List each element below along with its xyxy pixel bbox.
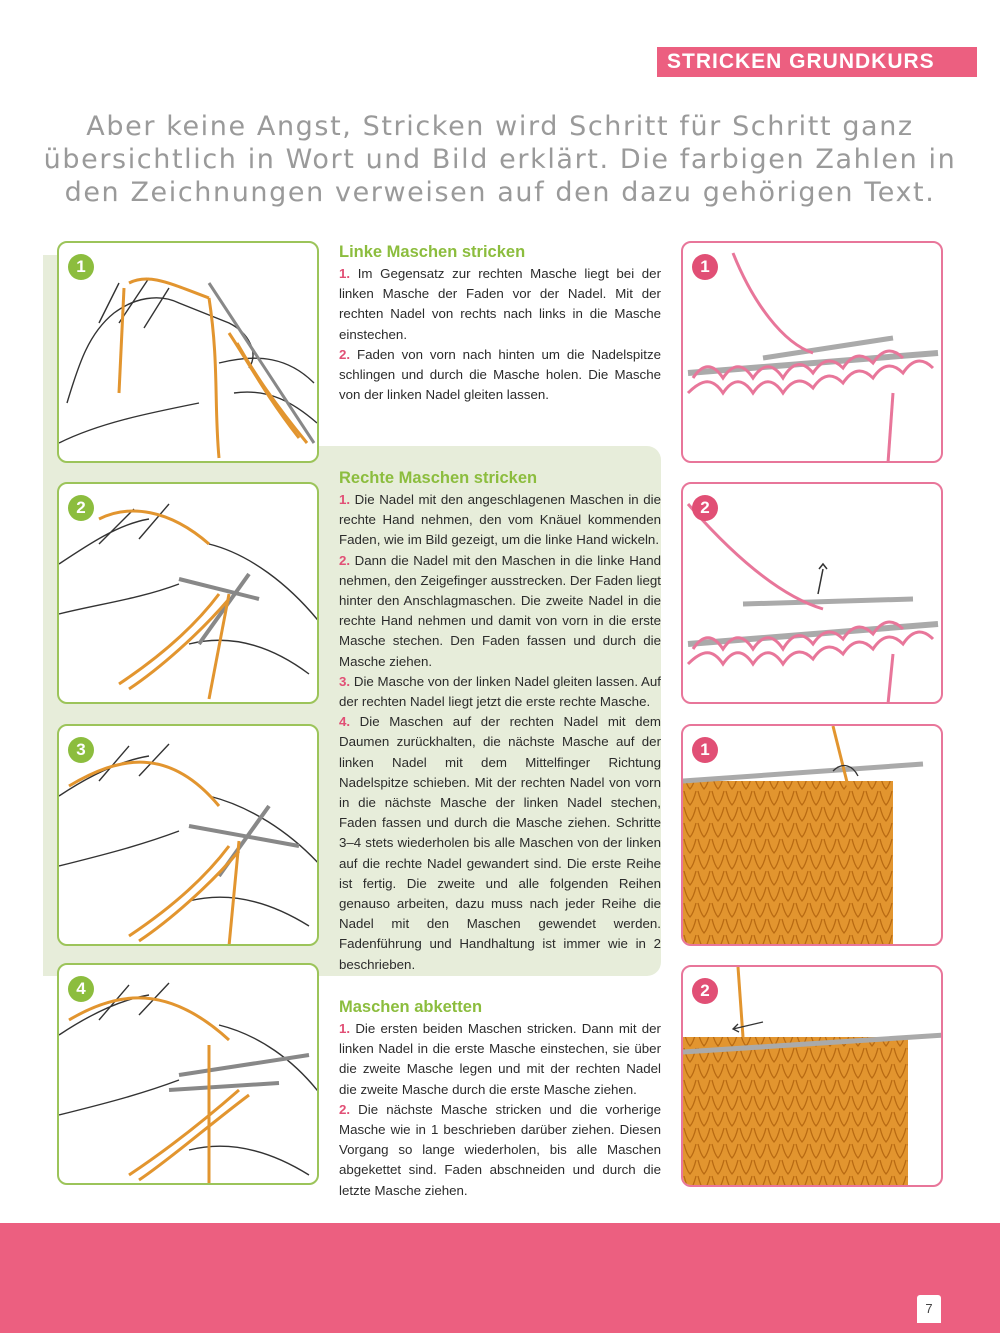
- step-number: 2.: [339, 346, 351, 362]
- step-number: 1.: [339, 492, 351, 507]
- illustration-panel-right-1: [681, 241, 943, 463]
- knitted-fabric-illustration: [683, 967, 943, 1187]
- section-maschen-abketten: [339, 998, 661, 1201]
- step-text: Die Nadel mit den angeschlagenen Maschen in die rechte Hand nehmen, den vom Knäuel kommenden Faden, wie im Bild gezeigt, um die linke Hand wickeln.: [339, 492, 661, 548]
- intro-line: den Zeichnungen verweisen auf den dazu gehörigen Text.: [64, 177, 936, 208]
- illustration-panel-right-3: [681, 724, 943, 946]
- section-title: Linke Maschen stricken: [339, 243, 526, 261]
- section-linke-maschen: [339, 243, 661, 405]
- step-number-badge: 3: [68, 737, 94, 763]
- hands-knitting-illustration: [59, 965, 319, 1185]
- step-paragraph: [339, 1100, 661, 1201]
- step-number-badge: 1: [68, 254, 94, 280]
- hands-knitting-illustration: [59, 484, 319, 704]
- step-number: 2.: [339, 1101, 351, 1117]
- step-text: Dann die Nadel mit den Maschen in die linke Hand nehmen, den Zeigefinger ausstrecken. Der Faden liegt hinter den Anschlagmaschen. Die zweite Nadel in die rechte Hand nehmen und damit von vorn in die erste Masche stechen. Den Faden fassen und durch die Masche ziehen.: [339, 552, 661, 669]
- step-number-badge: 4: [68, 976, 94, 1002]
- step-paragraph: [339, 490, 661, 551]
- purl-stitch-illustration: [683, 484, 943, 704]
- illustration-panel-right-2: [681, 482, 943, 704]
- section-header-badge: STRICKEN GRUNDKURS: [657, 47, 977, 77]
- page-number: 7: [917, 1295, 941, 1323]
- step-text: Faden von vorn nach hinten um die Nadelspitze schlingen und durch die Masche holen. Die Masche von der linken Nadel gleiten lassen.: [339, 346, 661, 403]
- section-title: Maschen abketten: [339, 998, 483, 1016]
- step-text: Die Masche von der linken Nadel gleiten lassen. Auf der rechten Nadel liegt jetzt die erste rechte Masche.: [339, 673, 661, 710]
- intro-text: [40, 110, 960, 209]
- illustration-panel-left-3: [57, 724, 319, 946]
- intro-line: Aber keine Angst, Stricken wird Schritt für Schritt ganz: [86, 111, 914, 142]
- illustration-panel-left-1: [57, 241, 319, 463]
- footer-band: [0, 1223, 1000, 1333]
- step-paragraph: [339, 1019, 661, 1100]
- knitted-fabric-illustration: [683, 726, 943, 946]
- step-paragraph: [339, 264, 661, 345]
- step-paragraph: [339, 551, 661, 672]
- illustration-panel-left-2: [57, 482, 319, 704]
- illustration-panel-left-4: [57, 963, 319, 1185]
- hands-knitting-illustration: [59, 243, 319, 463]
- illustration-panel-right-4: [681, 965, 943, 1187]
- intro-line: übersichtlich in Wort und Bild erklärt. Die farbigen Zahlen in: [43, 144, 957, 175]
- step-paragraph: [339, 345, 661, 406]
- step-number-badge: 2: [692, 495, 718, 521]
- step-text: Im Gegensatz zur rechten Masche liegt bei der linken Masche der Faden vor der Nadel. Mit der rechten Nadel von rechts nach links in die Masche einstechen.: [339, 266, 661, 342]
- step-number-badge: 2: [68, 495, 94, 521]
- hands-knitting-illustration: [59, 726, 319, 946]
- section-title: Rechte Maschen stricken: [339, 469, 538, 487]
- step-number-badge: 1: [692, 254, 718, 280]
- section-rechte-maschen: [339, 469, 661, 975]
- step-number: 3.: [339, 673, 351, 689]
- step-number: 1.: [339, 1021, 351, 1036]
- step-paragraph: [339, 672, 661, 712]
- step-text: Die nächste Masche stricken und die vorherige Masche wie in 1 beschrieben darüber ziehen. Diesen Vorgang so lange wiederholen, bis alle Maschen abgekettet sind. Faden abschneiden und durch die letzte Masche ziehen.: [339, 1101, 661, 1198]
- step-number: 2.: [339, 552, 351, 568]
- step-number-badge: 2: [692, 978, 718, 1004]
- step-number: 1.: [339, 266, 351, 281]
- step-text: Die ersten beiden Maschen stricken. Dann mit der linken Nadel in die erste Masche einstechen, sie über die zweite Masche legen und mit der rechten Nadel die zweite Masche durch die erste Masche ziehen.: [339, 1021, 661, 1097]
- step-text: Die Maschen auf der rechten Nadel mit dem Daumen zurückhalten, die nächste Masche auf der linken Nadel mit dem Mittelfinger Richtung Nadelspitze schieben. Mit der rechten Nadel von vorn in die nächste Masche der linken Nadel stechen, Faden fassen und durch die Masche ziehen. Schritte 3–4 stets wiederholen bis alle Maschen von der linken auf die rechte Nadel gewandert sind. Die erste Reihe ist fertig. Die zweite und alle folgenden Reihen genauso arbeiten, dazu muss nach jeder Reihe die Nadel mit den Maschen gewendet werden. Fadenführung und Handhaltung ist immer wie in 2 beschrieben.: [339, 714, 661, 972]
- purl-stitch-illustration: [683, 243, 943, 463]
- step-number-badge: 1: [692, 737, 718, 763]
- step-number: 4.: [339, 714, 351, 730]
- step-paragraph: [339, 712, 661, 975]
